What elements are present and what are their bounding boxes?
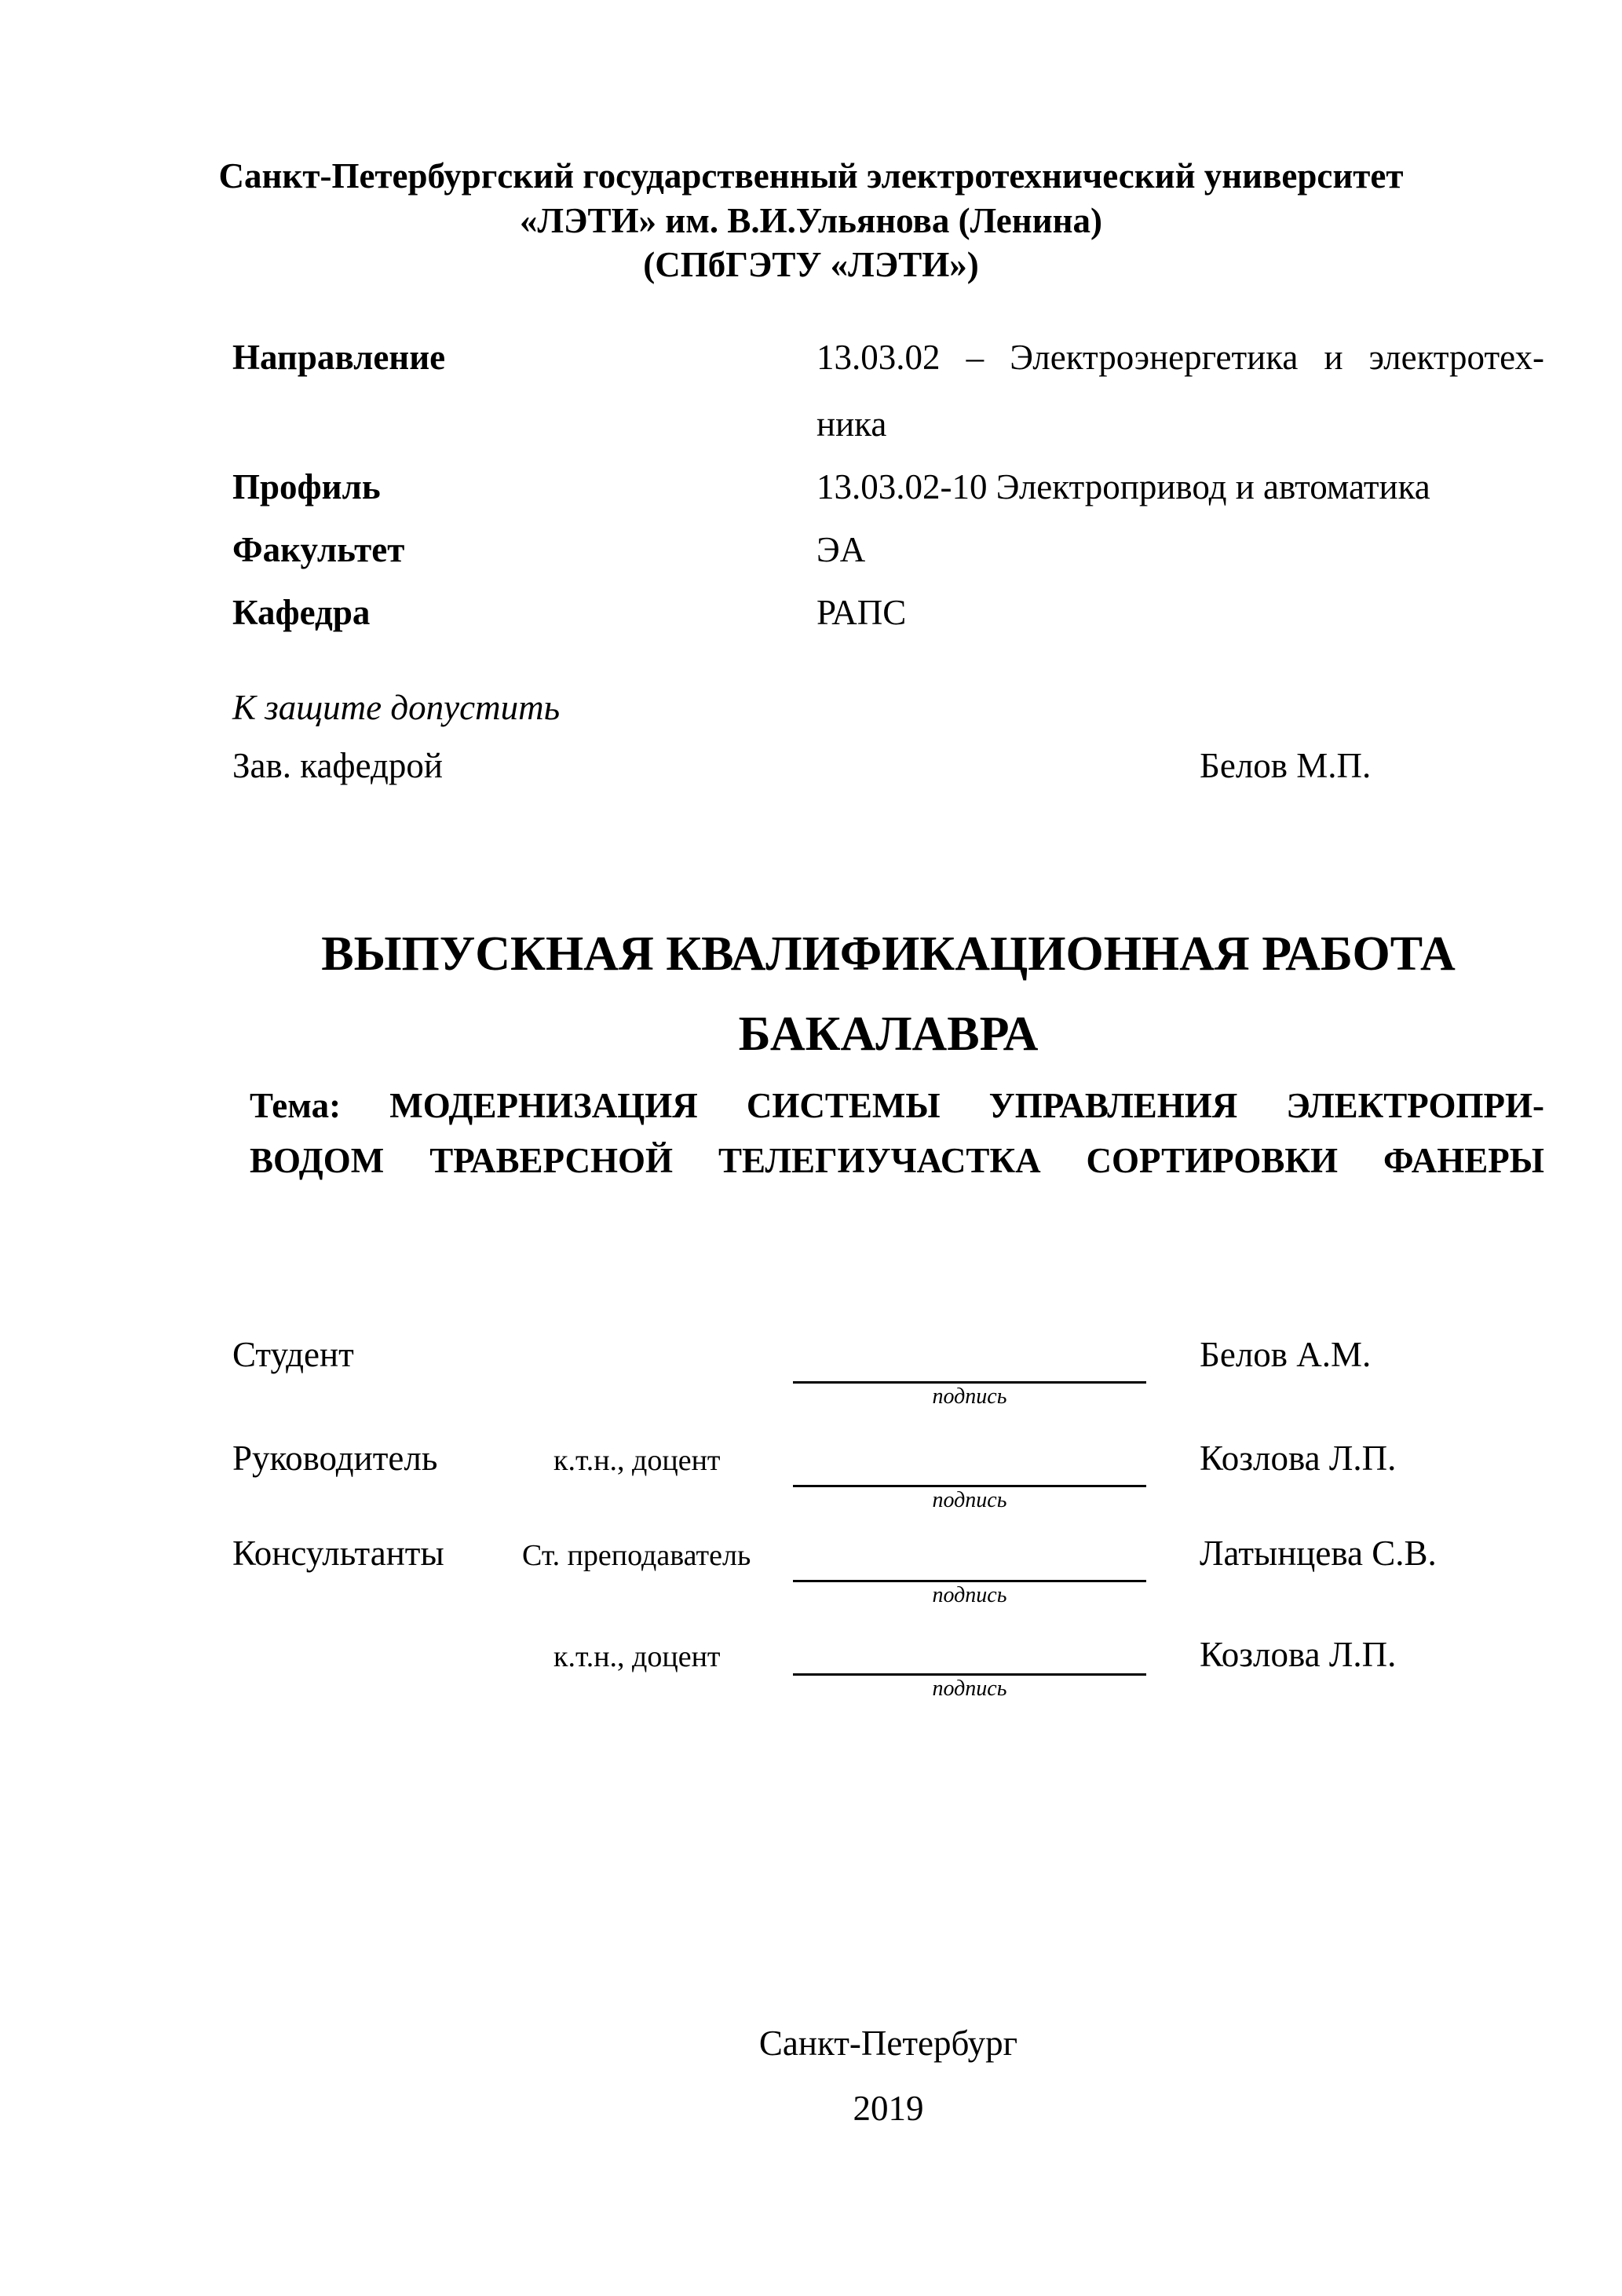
field-label-department: Кафедра <box>232 593 371 632</box>
field-value-profile: 13.03.02-10 Электропривод и автоматика <box>816 467 1430 506</box>
signature-caption: подпись <box>932 1488 1007 1512</box>
thesis-theme-line1: Тема: МОДЕРНИЗАЦИЯ СИСТЕМЫ УПРАВЛЕНИЯ ЭЛЕКТРОПРИ- <box>250 1086 1544 1125</box>
field-value-direction-line2: ника <box>816 404 887 444</box>
signature-role-student: Студент <box>232 1335 354 1374</box>
signature-line <box>793 1485 1146 1487</box>
field-label-faculty: Факультет <box>232 530 405 569</box>
field-label-direction: Направление <box>232 338 446 377</box>
signature-role-supervisor: Руководитель <box>232 1439 438 1478</box>
university-name-line3: (СПбГЭТУ «ЛЭТИ») <box>643 245 979 284</box>
thesis-theme-line2: ВОДОМ ТРАВЕРСНОЙ ТЕЛЕГИУЧАСТКА СОРТИРОВКИ ФАНЕРЫ <box>250 1141 1544 1180</box>
department-head-label: Зав. кафедрой <box>232 746 443 785</box>
signature-line <box>793 1673 1146 1676</box>
signature-name-consultant1: Латынцева С.В. <box>1200 1534 1437 1573</box>
footer-city: Санкт-Петербург <box>758 2024 1018 2063</box>
signature-caption: подпись <box>932 1583 1007 1607</box>
thesis-title-line1: ВЫПУСКНАЯ КВАЛИФИКАЦИОННАЯ РАБОТА <box>321 927 1456 981</box>
field-label-profile: Профиль <box>232 467 381 506</box>
signature-name-consultant2: Козлова Л.П. <box>1200 1635 1397 1674</box>
department-head-name: Белов М.П. <box>1200 746 1372 785</box>
university-name-line2: «ЛЭТИ» им. В.И.Ульянова (Ленина) <box>519 201 1103 240</box>
signature-caption: подпись <box>932 1676 1007 1701</box>
university-name-line1: Санкт-Петербургский государственный электротехнический университет <box>218 156 1404 196</box>
field-value-faculty: ЭА <box>816 530 866 569</box>
signature-degree-consultant2: к.т.н., доцент <box>553 1640 721 1673</box>
thesis-title-line2: БАКАЛАВРА <box>738 1007 1039 1061</box>
field-value-direction-line1: 13.03.02 – Электроэнергетика и электротех- <box>816 338 1544 377</box>
signature-degree-consultant1: Ст. преподаватель <box>522 1539 751 1572</box>
signature-line <box>793 1381 1146 1384</box>
signature-name-student: Белов А.М. <box>1200 1335 1372 1374</box>
signature-role-consultants: Консультанты <box>232 1534 444 1573</box>
admission-note: К защите допустить <box>232 688 561 727</box>
signature-caption: подпись <box>932 1384 1007 1409</box>
field-value-department: РАПС <box>816 593 907 632</box>
signature-line <box>793 1580 1146 1582</box>
signature-name-supervisor: Козлова Л.П. <box>1200 1439 1397 1478</box>
footer-year: 2019 <box>853 2089 924 2128</box>
signature-degree-supervisor: к.т.н., доцент <box>553 1444 721 1477</box>
